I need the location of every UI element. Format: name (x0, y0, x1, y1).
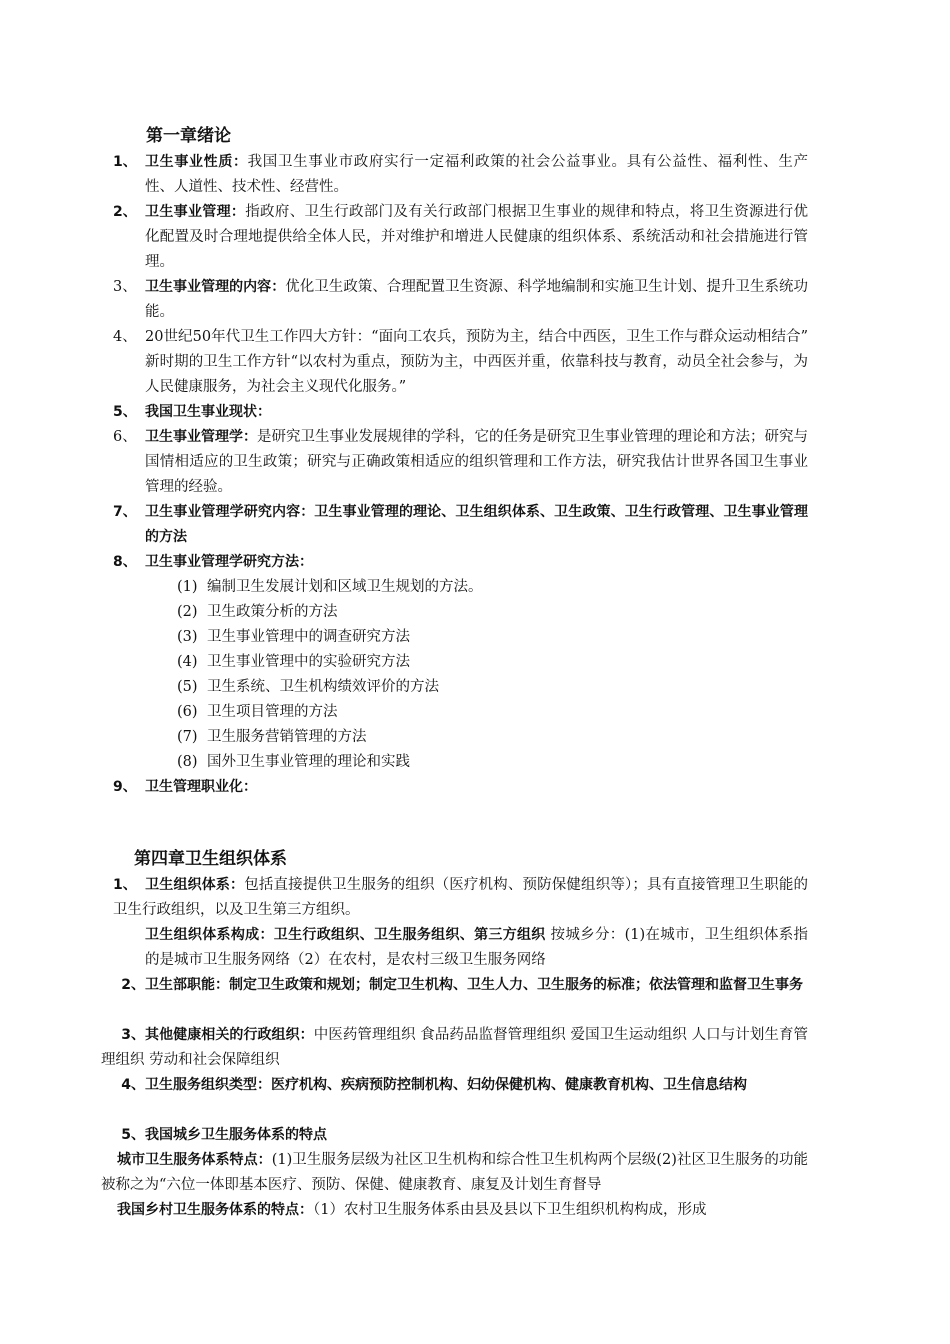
ch4-para-7: 我国乡村卫生服务体系的特点：（1）农村卫生服务体系由县及县以下卫生组织机构构成，形成 (117, 1202, 707, 1218)
ch1-item-9: 9、 卫生管理职业化： (113, 779, 257, 795)
item-text: 指政府、卫生行政部门及有关行政部门根据卫生事业的规律和特点，将卫生资源进行优化配置及时合理地提供给全体人民，并对维护和增进人民健康的组织体系、系统活动和社会措施进行管理。 (145, 204, 809, 270)
method-item-4: (4) 卫生事业管理中的实验研究方法 (177, 654, 410, 670)
item-text: 优化卫生政策、合理配置卫生资源、科学地编制和实施卫生计划、提升卫生系统功能。 (145, 279, 809, 320)
ch4-para-4: 4、卫生服务组织类型：医疗机构、疾病预防控制机构、妇幼保健机构、健康教育机构、卫生信息结构 (121, 1077, 747, 1093)
chapter1-title: 第一章绪论 (146, 126, 231, 146)
method-item-3: (3) 卫生事业管理中的调查研究方法 (177, 629, 410, 645)
method-item-2: (2) 卫生政策分析的方法 (177, 604, 338, 620)
item-label: 卫生事业管理学： (145, 429, 257, 445)
ch4-para-3: 3、其他健康相关的行政组织：中医药管理组织 食品药品监督管理组织 爱国卫生运动组织 人口与计划生育管理组织 劳动和社会保障组织 (101, 1027, 809, 1068)
item-label: 卫生管理职业化： (145, 779, 257, 795)
ch1-item-4: 4、 20世纪50年代卫生工作四大方针：“面向工农兵，预防为主，结合中西医，卫生工作与群众运动相结合” 新时期的卫生工作方针“以农村为重点，预防为主，中西医并重，依靠科技与教育，动员全社会参与，为人民健康服务，为社会主义现代化服务。” (113, 329, 823, 395)
ch1-item-1: 1、 卫生事业性质：我国卫生事业市政府实行一定福利政策的社会公益事业。具有公益性、福利性、生产性、人道性、技术性、经营性。 (113, 154, 808, 195)
ch4-para-1b: 卫生组织体系构成：卫生行政组织、卫生服务组织、第三方组织 按城乡分：(1)在城市，卫生组织体系指的是城市卫生服务网络（2）在农村，是农村三级卫生服务网络 (145, 927, 809, 968)
item-label: 卫生事业管理： (145, 204, 246, 220)
ch1-item-6: 6、 卫生事业管理学：是研究卫生事业发展规律的学科，它的任务是研究卫生事业管理的理论和方法；研究与国情相适应的卫生政策；研究与正确政策相适应的组织管理和工作方法，研究我估计世界各国卫生事业管理的经验。 (113, 429, 808, 495)
item-label: 卫生事业管理的内容： (145, 279, 286, 295)
ch4-para-5: 5、我国城乡卫生服务体系的特点 (121, 1127, 327, 1143)
method-item-8: (8) 国外卫生事业管理的理论和实践 (177, 754, 410, 770)
ch1-item-8: 8、 卫生事业管理学研究方法： (113, 554, 313, 570)
item-label: 卫生事业管理学研究内容：卫生事业管理的理论、卫生组织体系、卫生政策、卫生行政管理、卫生事业管理的方法 (145, 504, 808, 545)
ch4-para-2: 2、卫生部职能：制定卫生政策和规划；制定卫生机构、卫生人力、卫生服务的标准；依法管理和监督卫生事务 (121, 977, 803, 993)
ch4-para-6: 城市卫生服务体系特点：(1)卫生服务层级为社区卫生机构和综合性卫生机构两个层级(2)社区卫生服务的功能被称之为“六位一体即基本医疗、预防、保健、健康教育、康复及计划生育督导 (101, 1152, 809, 1193)
item-label: 卫生事业管理学研究方法： (145, 554, 313, 570)
item-text: 是研究卫生事业发展规律的学科，它的任务是研究卫生事业管理的理论和方法；研究与国情相适应的卫生政策；研究与正确政策相适应的组织管理和工作方法，研究我估计世界各国卫生事业管理的经验。 (145, 429, 808, 495)
ch1-item-5: 5、 我国卫生事业现状： (113, 404, 271, 420)
ch1-item-2: 2、 卫生事业管理：指政府、卫生行政部门及有关行政部门根据卫生事业的规律和特点，将卫生资源进行优化配置及时合理地提供给全体人民，并对维护和增进人民健康的组织体系、系统活动和社会措施进行管理。 (113, 204, 809, 270)
method-item-5: (5) 卫生系统、卫生机构绩效评价的方法 (177, 679, 439, 695)
item-label: 卫生事业性质： (145, 154, 248, 170)
item-text: 我国卫生事业市政府实行一定福利政策的社会公益事业。具有公益性、福利性、生产性、人道性、技术性、经营性。 (145, 154, 808, 195)
method-item-7: (7) 卫生服务营销管理的方法 (177, 729, 367, 745)
item-label: 我国卫生事业现状： (145, 404, 271, 420)
ch1-item-3: 3、 卫生事业管理的内容：优化卫生政策、合理配置卫生资源、科学地编制和实施卫生计划、提升卫生系统功能。 (113, 279, 809, 320)
ch1-item-7: 7、 卫生事业管理学研究内容：卫生事业管理的理论、卫生组织体系、卫生政策、卫生行政管理、卫生事业管理的方法 (113, 504, 808, 545)
method-item-1: (1) 编制卫生发展计划和区域卫生规划的方法。 (177, 579, 483, 595)
item-text: 20世纪50年代卫生工作四大方针：“面向工农兵，预防为主，结合中西医，卫生工作与群众运动相结合” 新时期的卫生工作方针“以农村为重点，预防为主，中西医并重，依靠科技与教育，动员全社会参与，为人民健康服务，为社会主义现代化服务。” (145, 329, 823, 395)
ch4-para-1: 1、 卫生组织体系：包括直接提供卫生服务的组织（医疗机构、预防保健组织等）；具有直接管理卫生职能的卫生行政组织，以及卫生第三方组织。 (113, 877, 809, 918)
method-item-6: (6) 卫生项目管理的方法 (177, 704, 338, 720)
chapter4-title: 第四章卫生组织体系 (134, 849, 287, 869)
